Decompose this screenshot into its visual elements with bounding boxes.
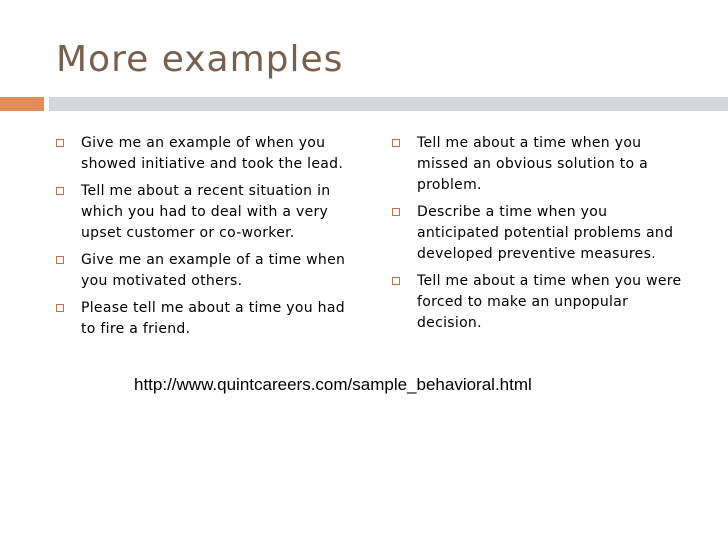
hollow-square-bullet-icon	[56, 256, 64, 264]
bullet-text: Tell me about a recent situation in which you had to deal with a very upset customer or co-worker.	[81, 183, 331, 241]
accent-bar-orange	[0, 97, 44, 111]
right-bullet-list	[392, 133, 692, 340]
hollow-square-bullet-icon	[56, 139, 64, 147]
list-item	[56, 181, 356, 244]
bullet-text: Tell me about a time when you were forced to make an unpopular decision.	[417, 273, 682, 331]
list-item	[392, 271, 692, 334]
list-item	[56, 133, 356, 175]
bullet-text: Describe a time when you anticipated potential problems and developed preventive measures.	[417, 204, 674, 262]
bullet-text: Tell me about a time when you missed an obvious solution to a problem.	[417, 135, 649, 193]
list-item	[56, 250, 356, 292]
bullet-text: Please tell me about a time you had to fire a friend.	[81, 300, 345, 337]
list-item	[392, 133, 692, 196]
source-url[interactable]: http://www.quintcareers.com/sample_behavioral.html	[134, 375, 532, 394]
accent-bar-gray	[49, 97, 728, 111]
hollow-square-bullet-icon	[56, 187, 64, 195]
hollow-square-bullet-icon	[392, 139, 400, 147]
hollow-square-bullet-icon	[392, 208, 400, 216]
list-item	[392, 202, 692, 265]
hollow-square-bullet-icon	[56, 304, 64, 312]
hollow-square-bullet-icon	[392, 277, 400, 285]
list-item	[56, 298, 356, 340]
bullet-text: Give me an example of a time when you motivated others.	[81, 252, 346, 289]
left-bullet-list	[56, 133, 356, 346]
bullet-text: Give me an example of when you showed initiative and took the lead.	[81, 135, 344, 172]
slide-title: More examples	[56, 39, 344, 80]
